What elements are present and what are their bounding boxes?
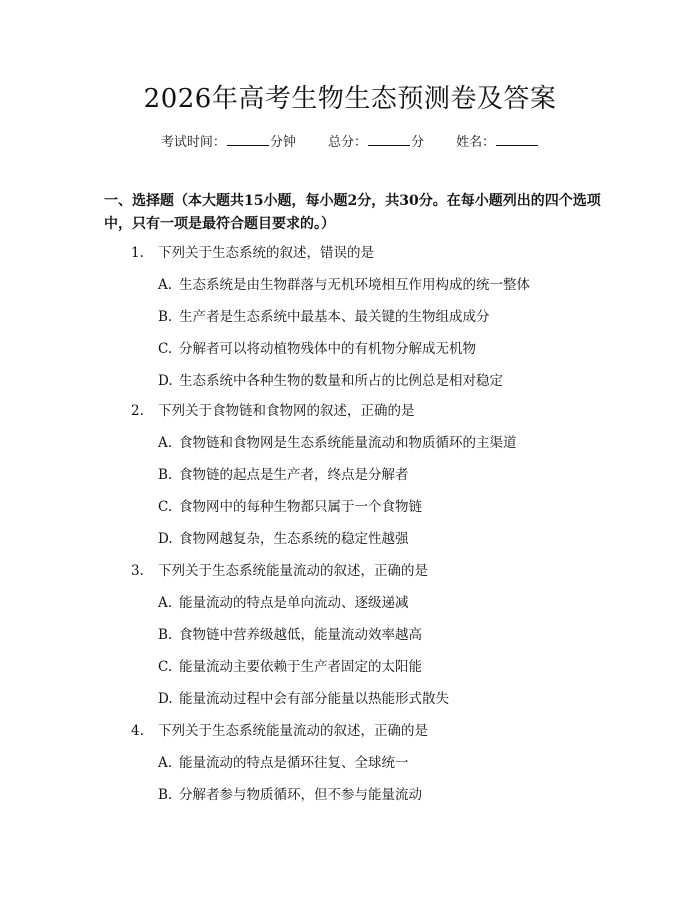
option-letter: C. bbox=[158, 659, 173, 675]
exam-time-label: 考试时间： bbox=[160, 135, 226, 150]
option-text: 能量流动的特点是循环往复、全球统一 bbox=[179, 755, 409, 771]
option-text: 能量流动过程中会有部分能量以热能形式散失 bbox=[179, 691, 449, 707]
option-1a bbox=[158, 276, 530, 294]
exam-title: 2026年高考生物生态预测卷及答案 bbox=[143, 84, 557, 114]
option-4b bbox=[158, 786, 422, 804]
option-letter: D. bbox=[158, 531, 173, 547]
option-letter: A. bbox=[158, 755, 173, 771]
question-text: 下列关于生态系统能量流动的叙述，正确的是 bbox=[158, 563, 428, 579]
option-4a bbox=[158, 754, 409, 772]
total-score-label: 总分： bbox=[327, 135, 367, 150]
exam-time-field bbox=[161, 133, 296, 152]
option-text: 生态系统是由生物群落与无机环境相互作用构成的统一整体 bbox=[179, 277, 530, 293]
question-number: 3. bbox=[131, 563, 144, 579]
option-1c bbox=[158, 340, 476, 358]
option-text: 能量流动主要依赖于生产者固定的太阳能 bbox=[179, 659, 422, 675]
option-letter: D. bbox=[158, 373, 173, 389]
option-2d bbox=[158, 530, 409, 548]
option-2c bbox=[158, 498, 422, 516]
student-name-field bbox=[456, 133, 539, 152]
option-text: 食物链中营养级越低，能量流动效率越高 bbox=[179, 627, 422, 643]
exam-info-line bbox=[0, 133, 700, 152]
question-text: 下列关于食物链和食物网的叙述，正确的是 bbox=[158, 403, 415, 419]
question-2 bbox=[131, 402, 415, 420]
student-name-label: 姓名： bbox=[456, 135, 496, 150]
exam-time-suffix: 分钟 bbox=[269, 135, 296, 150]
option-text: 能量流动的特点是单向流动、逐级递减 bbox=[179, 595, 409, 611]
question-4 bbox=[131, 722, 428, 740]
option-letter: B. bbox=[158, 309, 173, 325]
option-letter: B. bbox=[158, 627, 173, 643]
total-score-blank bbox=[368, 133, 410, 146]
question-3 bbox=[131, 562, 428, 580]
question-number: 4. bbox=[131, 723, 144, 739]
option-3a bbox=[158, 594, 409, 612]
option-2a bbox=[158, 434, 517, 452]
question-number: 1. bbox=[131, 245, 144, 261]
option-letter: D. bbox=[158, 691, 173, 707]
option-letter: A. bbox=[158, 435, 173, 451]
option-letter: A. bbox=[158, 595, 173, 611]
option-text: 食物链和食物网是生态系统能量流动和物质循环的主渠道 bbox=[179, 435, 517, 451]
option-1b bbox=[158, 308, 490, 326]
option-letter: C. bbox=[158, 341, 173, 357]
question-number: 2. bbox=[131, 403, 144, 419]
student-name-blank bbox=[496, 133, 538, 146]
option-1d bbox=[158, 372, 503, 390]
option-3c bbox=[158, 658, 422, 676]
option-text: 食物链的起点是生产者，终点是分解者 bbox=[179, 467, 409, 483]
option-text: 食物网越复杂，生态系统的稳定性越强 bbox=[179, 531, 409, 547]
total-score-field bbox=[328, 133, 424, 152]
question-text: 下列关于生态系统能量流动的叙述，正确的是 bbox=[158, 723, 428, 739]
question-text: 下列关于生态系统的叙述，错误的是 bbox=[158, 245, 374, 261]
option-2b bbox=[158, 466, 409, 484]
option-text: 生产者是生态系统中最基本、最关键的生物组成成分 bbox=[179, 309, 490, 325]
option-letter: B. bbox=[158, 467, 173, 483]
option-letter: B. bbox=[158, 787, 173, 803]
section-header: 一、选择题（本大题共15小题，每小题2分，共30分。在每小题列出的四个选项中，只有一项是最符合题目要求的。） bbox=[104, 193, 601, 232]
option-3d bbox=[158, 690, 449, 708]
option-text: 生态系统中各种生物的数量和所占的比例总是相对稳定 bbox=[179, 373, 503, 389]
option-3b bbox=[158, 626, 422, 644]
question-1 bbox=[131, 244, 374, 262]
option-letter: A. bbox=[158, 277, 173, 293]
option-text: 分解者参与物质循环，但不参与能量流动 bbox=[179, 787, 422, 803]
total-score-suffix: 分 bbox=[411, 135, 425, 150]
exam-time-blank bbox=[227, 133, 269, 146]
option-text: 分解者可以将动植物残体中的有机物分解成无机物 bbox=[179, 341, 476, 357]
option-letter: C. bbox=[158, 499, 173, 515]
option-text: 食物网中的每种生物都只属于一个食物链 bbox=[179, 499, 422, 515]
